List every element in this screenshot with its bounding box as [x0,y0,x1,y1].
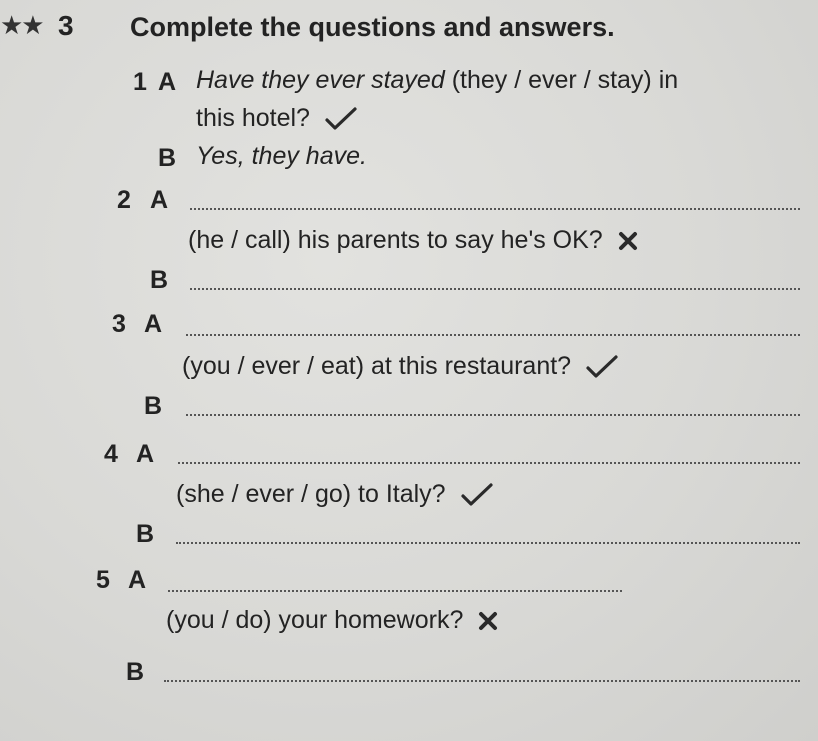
prompt-text: (she / ever / go) to Italy? [176,480,446,508]
check-mark-icon [585,354,619,380]
prompt-line [182,352,619,381]
prompt-line [188,226,639,255]
speaker-b-label: B [150,266,169,294]
answer-blank[interactable] [186,414,800,416]
prompt-line [176,480,494,509]
check-mark-icon [324,106,358,132]
speaker-a-label: A [144,310,163,338]
speaker-a-label: A [150,186,169,214]
question-number: 3 [112,310,126,338]
cross-mark-icon [617,230,639,252]
answer-blank[interactable] [190,288,800,290]
question-number: 5 [96,566,110,594]
prompt-text: (he / call) his parents to say he's OK? [188,226,603,254]
check-mark-icon [460,482,494,508]
speaker-b-label: B [144,392,163,420]
question-line-2 [196,104,358,133]
exercise-title: Complete the questions and answers. [130,12,615,42]
prompt-text: (they / ever / stay) in [444,66,679,94]
question-number: 4 [104,440,118,468]
prompt-text: this hotel? [196,104,310,132]
question-line [196,66,678,95]
prompt-text: (you / ever / eat) at this restaurant? [182,352,572,380]
speaker-a-label: A [136,440,155,468]
question-number: 2 [117,186,131,214]
difficulty-stars: ★★ [0,10,43,40]
model-answer-reply: Yes, they have. [196,142,367,170]
speaker-a-label: A [128,566,147,594]
prompt-text: (you / do) your homework? [166,606,464,634]
answer-blank[interactable] [168,590,622,592]
model-answer-question: Have they ever stayed [196,66,445,94]
answer-blank[interactable] [190,208,800,210]
prompt-line [166,606,499,635]
speaker-b-label: B [158,144,177,172]
speaker-a-label: A [158,68,177,96]
answer-blank[interactable] [186,334,800,336]
answer-blank[interactable] [176,542,800,544]
answer-blank[interactable] [164,680,800,682]
speaker-b-label: B [136,520,155,548]
cross-mark-icon [477,610,499,632]
exercise-number: 3 [58,10,74,41]
speaker-b-label: B [126,658,145,686]
question-number: 1 [133,68,147,96]
answer-blank[interactable] [178,462,800,464]
